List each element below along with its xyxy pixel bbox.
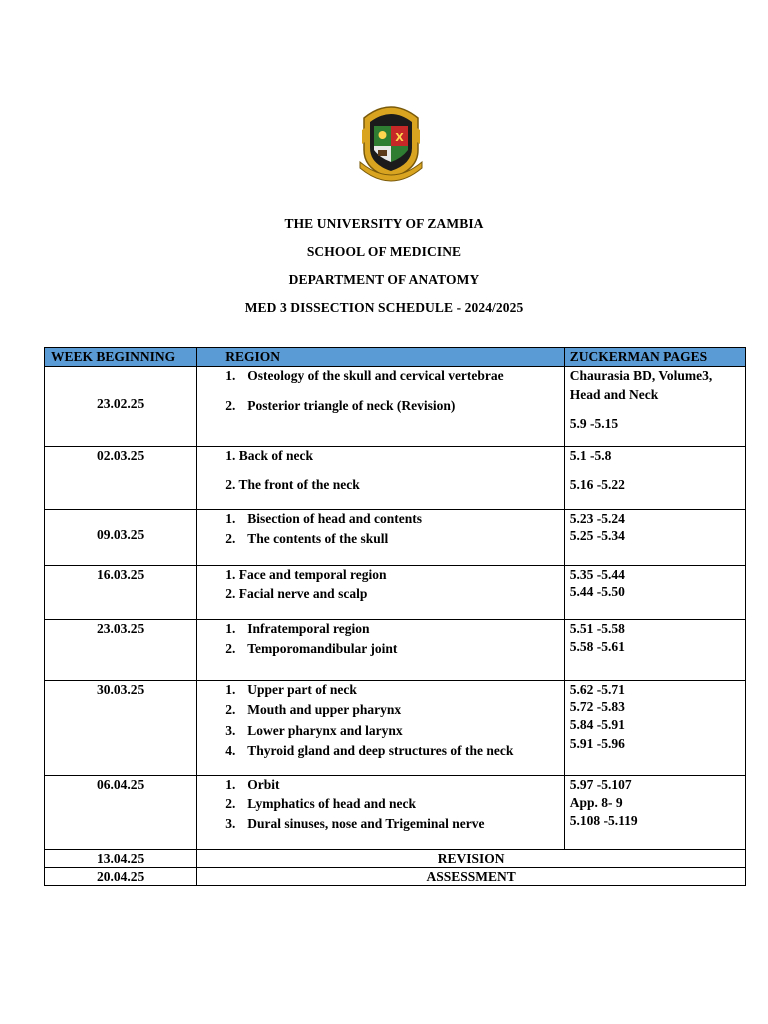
region-item: 3. Lower pharynx and larynx — [225, 723, 403, 738]
week-cell: 16.03.25 — [96, 567, 145, 582]
region-item: 1. Back of neck — [225, 448, 313, 463]
table-row — [45, 367, 746, 447]
pages-cell: App. 8- 9 — [569, 795, 623, 810]
region-item: 1. Upper part of neck — [225, 682, 357, 697]
region-item: 2. Mouth and upper pharynx — [225, 702, 402, 717]
week-cell: 09.03.25 — [96, 527, 145, 542]
department-name: DEPARTMENT OF ANATOMY — [288, 272, 480, 287]
region-item: 2. Posterior triangle of neck (Revision) — [225, 398, 456, 413]
pages-cell: 5.35 -5.44 — [569, 567, 625, 582]
pages-cell: 5.72 -5.83 — [569, 699, 625, 714]
table-row — [45, 510, 746, 566]
region-item: 1. Osteology of the skull and cervical vertebrae — [225, 368, 504, 383]
pages-cell: 5.1 -5.8 — [569, 448, 612, 463]
column-header-pages: ZUCKERMAN PAGES — [564, 348, 745, 367]
pages-cell: 5.44 -5.50 — [569, 584, 625, 599]
pages-cell: Head and Neck — [569, 387, 659, 402]
pages-cell: 5.51 -5.58 — [569, 621, 625, 636]
week-cell: 20.04.25 — [45, 868, 197, 886]
region-item: 1. Infratemporal region — [225, 621, 370, 636]
school-name: SCHOOL OF MEDICINE — [306, 244, 462, 259]
week-cell: 23.03.25 — [96, 621, 145, 636]
region-item: 3. Dural sinuses, nose and Trigeminal nerve — [225, 816, 485, 831]
region-item: 2. The contents of the skull — [225, 531, 389, 546]
university-name: THE UNIVERSITY OF ZAMBIA — [284, 216, 484, 231]
revision-label: REVISION — [197, 850, 746, 868]
table-row — [45, 447, 746, 510]
region-item: 2. The front of the neck — [225, 477, 360, 492]
pages-cell: 5.91 -5.96 — [569, 736, 625, 751]
pages-cell: 5.108 -5.119 — [569, 813, 638, 828]
table-row — [45, 620, 746, 681]
pages-cell: Chaurasia BD, Volume3, — [569, 368, 713, 383]
column-header-week: WEEK BEGINNING — [45, 348, 197, 367]
document-title: MED 3 DISSECTION SCHEDULE - 2024/2025 — [244, 300, 524, 315]
pages-cell: 5.97 -5.107 — [569, 777, 632, 792]
table-row — [45, 681, 746, 776]
region-item: 1. Orbit — [225, 777, 280, 792]
pages-cell: 5.16 -5.22 — [569, 477, 625, 492]
week-cell: 30.03.25 — [96, 682, 145, 697]
table-row — [45, 868, 746, 886]
pages-cell: 5.9 -5.15 — [569, 416, 619, 431]
dissection-schedule-table — [44, 347, 746, 886]
region-item: 1. Bisection of head and contents — [225, 511, 422, 526]
table-row — [45, 776, 746, 850]
pages-cell: 5.58 -5.61 — [569, 639, 625, 654]
region-item: 2. Facial nerve and scalp — [225, 586, 368, 601]
table-header-row — [45, 348, 746, 367]
region-item: 2. Temporomandibular joint — [225, 641, 398, 656]
university-crest-logo — [358, 100, 424, 182]
week-cell: 02.03.25 — [96, 448, 145, 463]
pages-cell: 5.23 -5.24 — [569, 511, 625, 526]
table-row — [45, 850, 746, 868]
column-header-region: REGION — [197, 348, 565, 367]
pages-cell: 5.84 -5.91 — [569, 717, 625, 732]
region-item: 2. Lymphatics of head and neck — [225, 796, 416, 811]
week-cell: 13.04.25 — [45, 850, 197, 868]
table-row — [45, 566, 746, 620]
region-item: 4. Thyroid gland and deep structures of the neck — [225, 743, 514, 758]
week-cell: 06.04.25 — [96, 777, 145, 792]
region-item: 1. Face and temporal region — [225, 567, 387, 582]
pages-cell: 5.25 -5.34 — [569, 528, 625, 543]
svg-text:X: X — [395, 131, 404, 144]
assessment-label: ASSESSMENT — [197, 868, 746, 886]
week-cell: 23.02.25 — [96, 396, 145, 411]
pages-cell: 5.62 -5.71 — [569, 682, 625, 697]
